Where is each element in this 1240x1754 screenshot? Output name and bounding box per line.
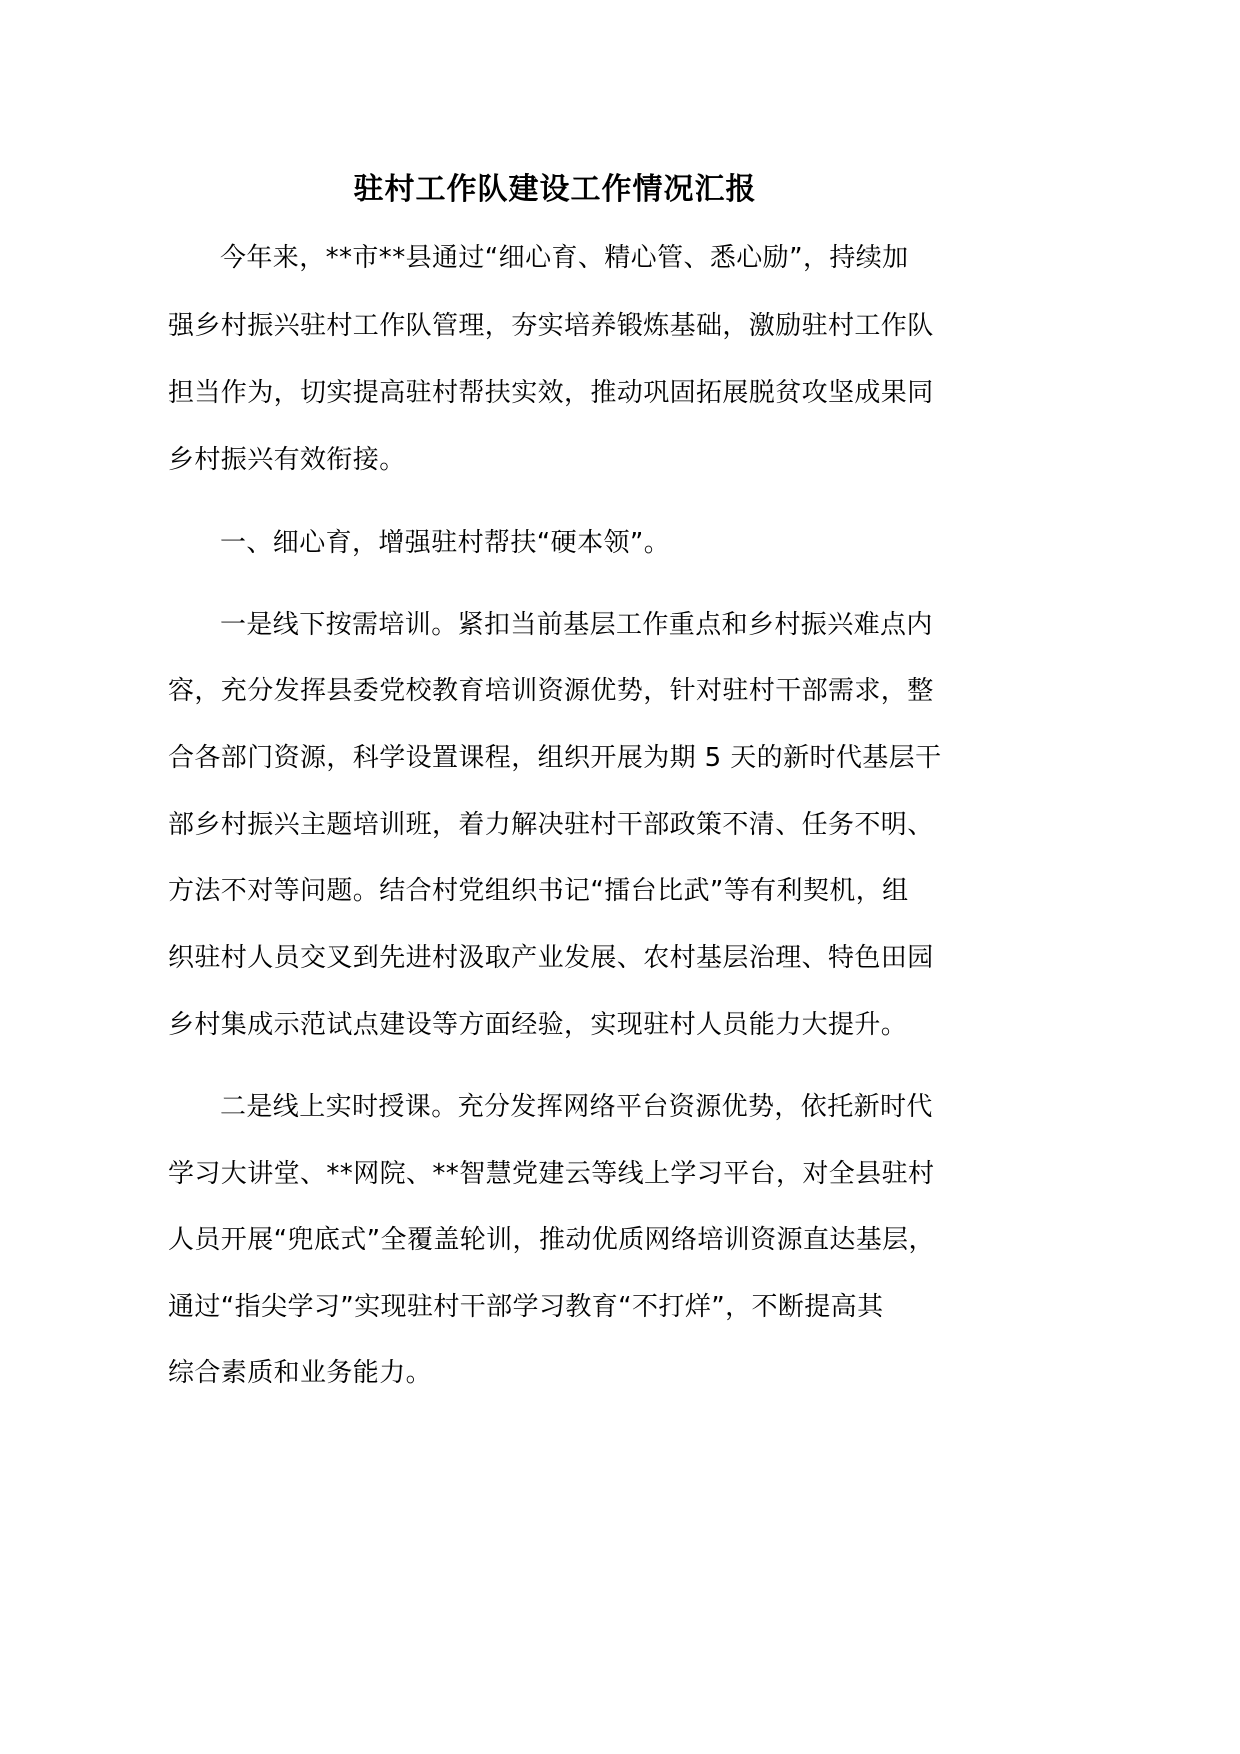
- paragraph-online-line-1: 二是线上实时授课。充分发挥网络平台资源优势，依托新时代: [220, 1092, 933, 1122]
- paragraph-offline-line-4: 部乡村振兴主题培训班，着力解决驻村干部政策不清、任务不明、: [168, 810, 934, 840]
- paragraph-intro-line-2: 强乡村振兴驻村工作队管理，夯实培养锻炼基础，激励驻村工作队: [168, 311, 934, 341]
- paragraph-offline-line-2: 容，充分发挥县委党校教育培训资源优势，针对驻村干部需求，整: [168, 676, 934, 706]
- paragraph-offline-line-1: 一是线下按需培训。紧扣当前基层工作重点和乡村振兴难点内: [220, 610, 933, 640]
- paragraph-offline-line-3: 合各部门资源，科学设置课程，组织开展为期 5 天的新时代基层干: [168, 743, 942, 773]
- paragraph-offline-line-6: 织驻村人员交叉到先进村汲取产业发展、农村基层治理、特色田园: [168, 943, 934, 973]
- paragraph-offline-line-5: 方法不对等问题。结合村党组织书记“擂台比武”等有利契机，组: [168, 876, 909, 906]
- section-heading-1: 一、细心育，增强驻村帮扶“硬本领”。: [220, 528, 671, 558]
- paragraph-online-line-2: 学习大讲堂、**网院、**智慧党建云等线上学习平台，对全县驻村: [168, 1159, 935, 1189]
- paragraph-online-line-4: 通过“指尖学习”实现驻村干部学习教育“不打烊”，不断提高其: [168, 1292, 884, 1322]
- paragraph-offline-line-7: 乡村集成示范试点建设等方面经验，实现驻村人员能力大提升。: [168, 1010, 908, 1040]
- document-title: 驻村工作队建设工作情况汇报: [353, 172, 757, 207]
- paragraph-intro-line-1: 今年来，**市**县通过“细心育、精心管、悉心励”，持续加: [220, 243, 909, 273]
- paragraph-intro-line-4: 乡村振兴有效衔接。: [168, 445, 406, 475]
- paragraph-online-line-3: 人员开展“兜底式”全覆盖轮训，推动优质网络培训资源直达基层，: [168, 1225, 935, 1255]
- paragraph-intro-line-3: 担当作为，切实提高驻村帮扶实效，推动巩固拓展脱贫攻坚成果同: [168, 378, 934, 408]
- paragraph-online-line-5: 综合素质和业务能力。: [168, 1358, 433, 1388]
